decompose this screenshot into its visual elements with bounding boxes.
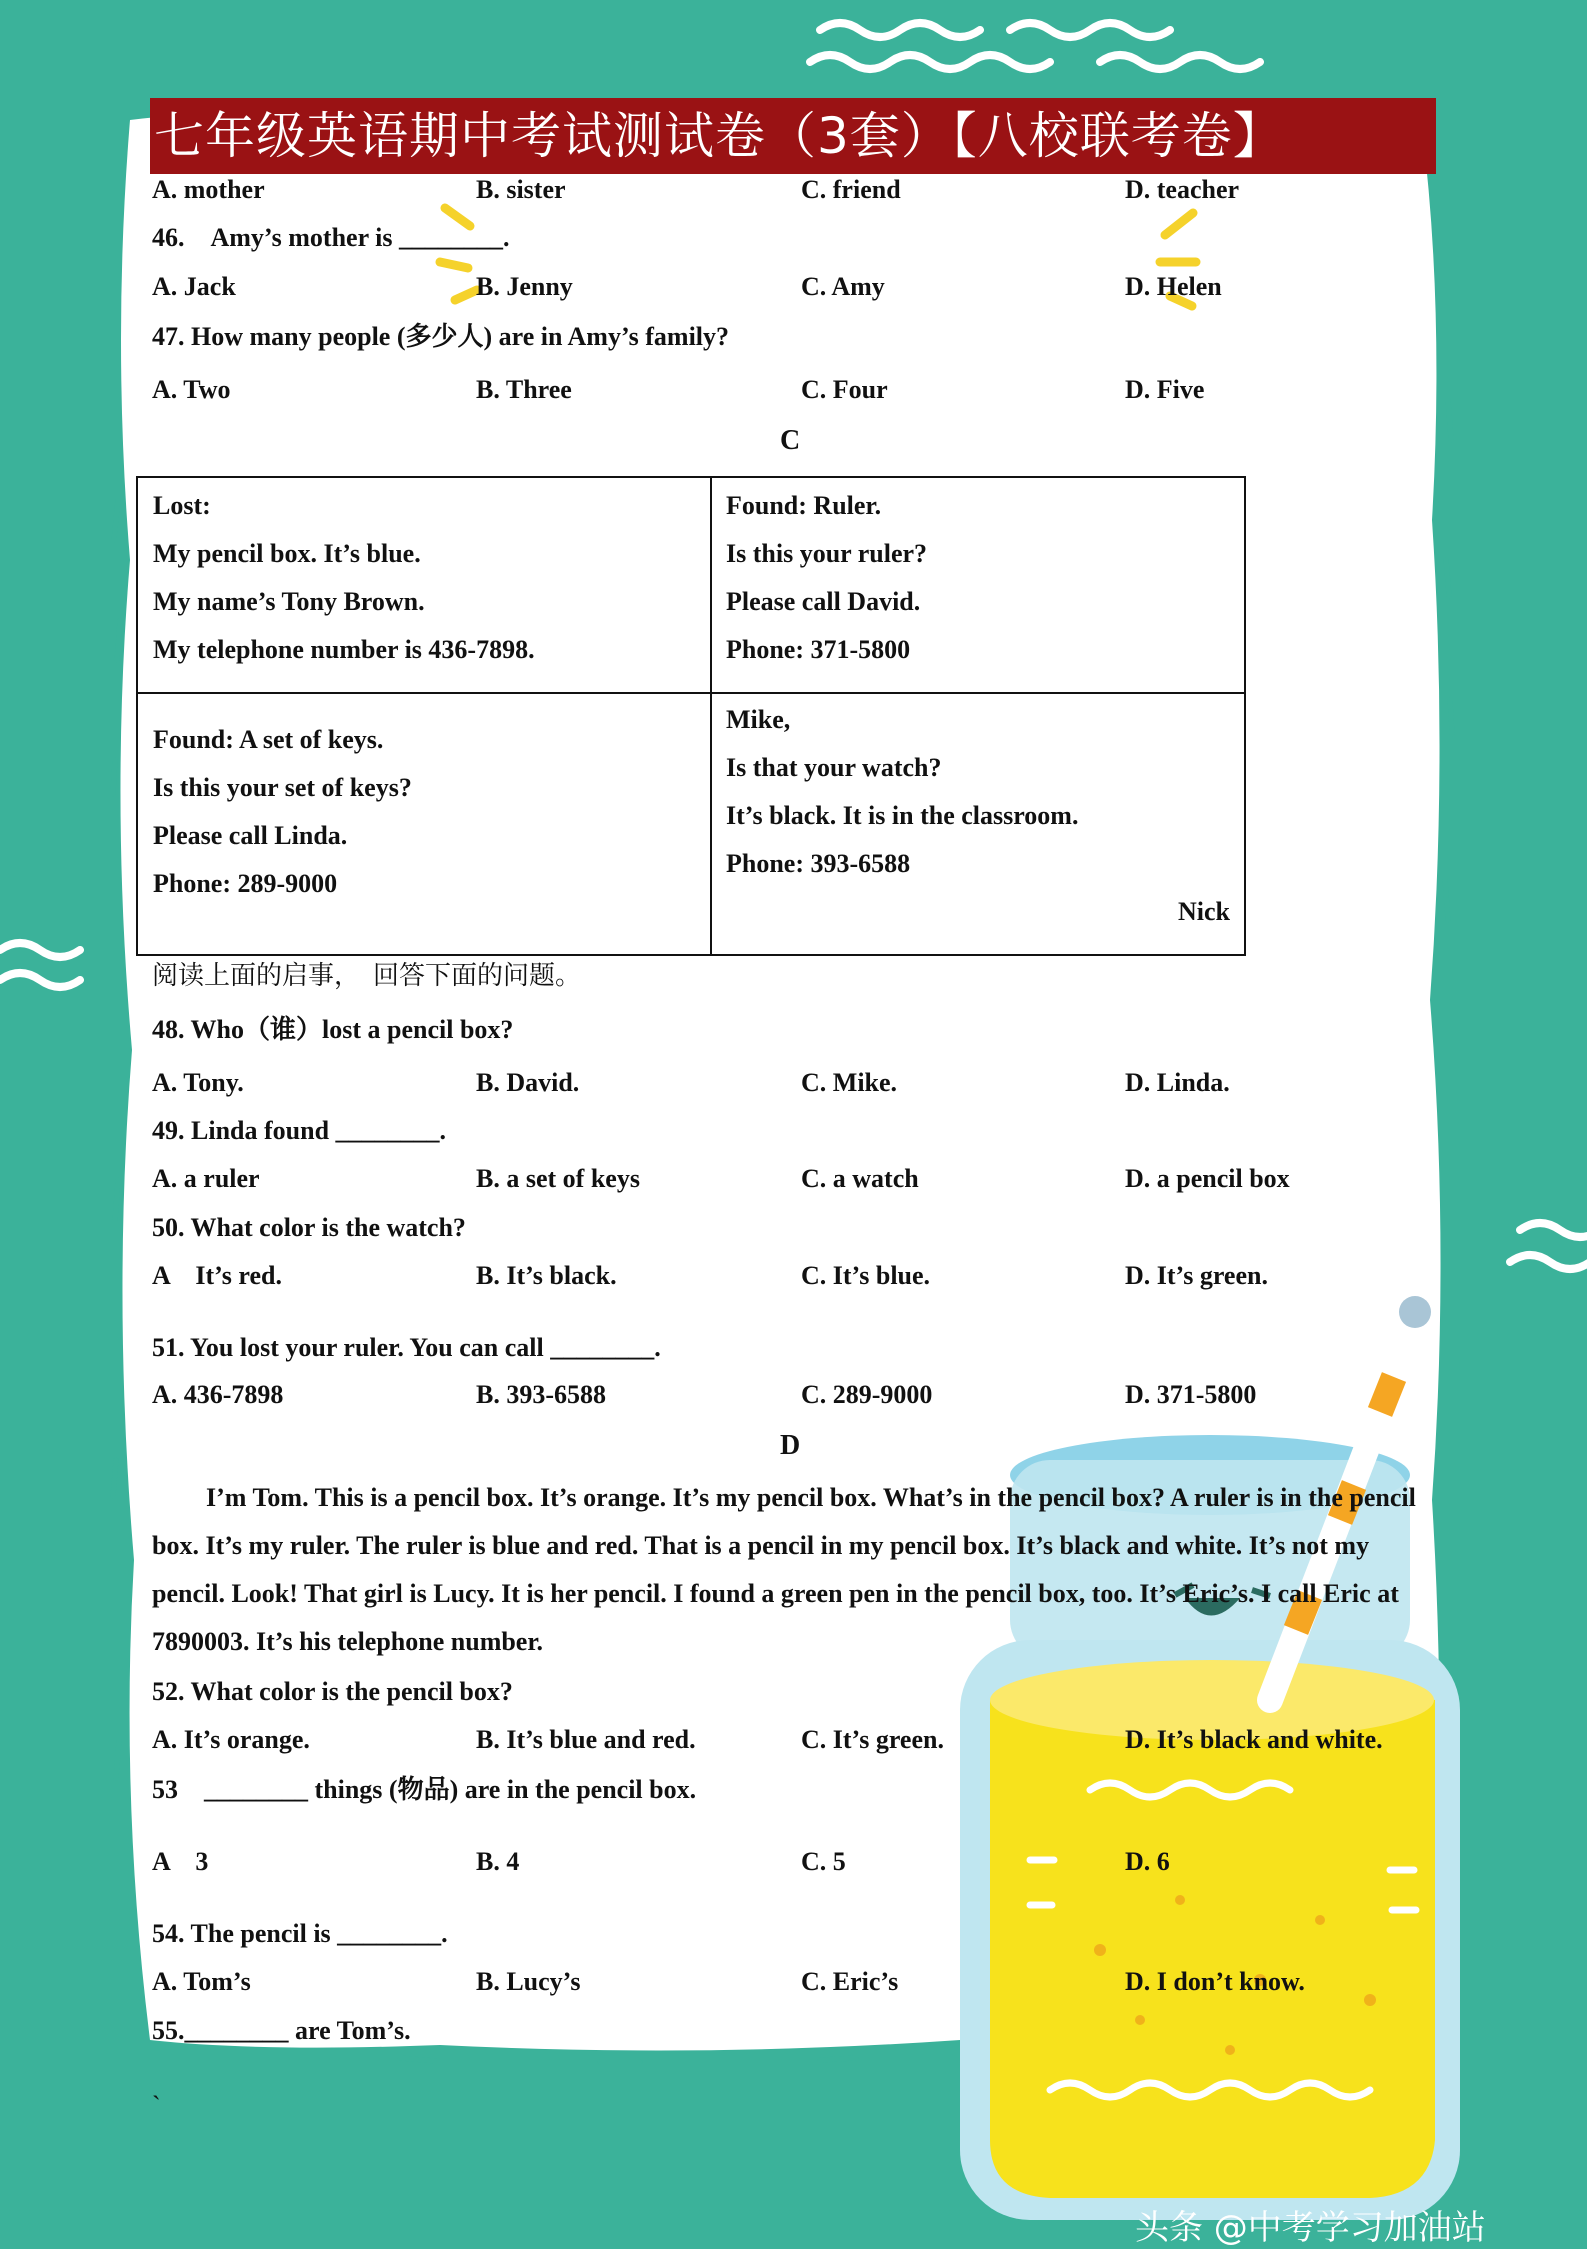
q48-options bbox=[152, 1063, 1452, 1103]
option-a: A. mother bbox=[152, 175, 265, 204]
notice-line: Mike, bbox=[726, 705, 791, 734]
q53-stem: 53 ________ things (物品) are in the pencil box. bbox=[152, 1775, 697, 1804]
option-d: D. It’s black and white. bbox=[1125, 1725, 1383, 1754]
q50-options bbox=[152, 1256, 1452, 1296]
option-a: A. Tony. bbox=[152, 1068, 244, 1097]
q51-stem: 51. You lost your ruler. You can call ________. bbox=[152, 1333, 661, 1362]
section-d-heading: D bbox=[780, 1430, 801, 1461]
option-a: A. Jack bbox=[152, 272, 236, 301]
notice-line: Please call David. bbox=[726, 587, 921, 616]
q47-options bbox=[152, 370, 1452, 410]
option-b: B. Three bbox=[476, 375, 572, 404]
notice-found-ruler bbox=[712, 478, 1246, 694]
notice-table bbox=[136, 476, 1246, 956]
option-b: B. 4 bbox=[476, 1847, 520, 1876]
notice-line: Phone: 371-5800 bbox=[726, 635, 911, 664]
option-d: D. It’s green. bbox=[1125, 1261, 1268, 1290]
option-c: C. Amy bbox=[801, 272, 885, 301]
option-d: D. I don’t know. bbox=[1125, 1967, 1305, 1996]
option-d: D. Five bbox=[1125, 375, 1205, 404]
q55-stem: 55.________ are Tom’s. bbox=[152, 2016, 411, 2045]
option-c: C. 5 bbox=[801, 1847, 846, 1876]
option-c: C. Mike. bbox=[801, 1068, 898, 1097]
q49-stem: 49. Linda found ________. bbox=[152, 1116, 447, 1145]
notice-line: Please call Linda. bbox=[153, 821, 348, 850]
option-a: A. 436-7898 bbox=[152, 1380, 284, 1409]
q45-options bbox=[152, 170, 1452, 210]
option-b: B. Lucy’s bbox=[476, 1967, 581, 1996]
option-c: C. Four bbox=[801, 375, 888, 404]
section-c-heading: C bbox=[780, 425, 801, 456]
option-a: A. Tom’s bbox=[152, 1967, 251, 1996]
notice-lost bbox=[138, 478, 712, 694]
q53-options bbox=[152, 1842, 1452, 1882]
option-d: D. 371-5800 bbox=[1125, 1380, 1257, 1409]
notice-line: Phone: 289-9000 bbox=[153, 869, 338, 898]
option-a: A 3 bbox=[152, 1847, 209, 1876]
q54-stem: 54. The pencil is ________. bbox=[152, 1919, 448, 1948]
q50-stem: 50. What color is the watch? bbox=[152, 1213, 466, 1242]
notice-line: It’s black. It is in the classroom. bbox=[726, 801, 1079, 830]
notice-line: Phone: 393-6588 bbox=[726, 849, 911, 878]
option-b: B. sister bbox=[476, 175, 566, 204]
section-c-instruction: 阅读上面的启事， 回答下面的问题。 bbox=[152, 961, 582, 990]
option-a: A. a ruler bbox=[152, 1164, 260, 1193]
notice-line: Is this your set of keys? bbox=[153, 773, 412, 802]
notice-line: Is this your ruler? bbox=[726, 539, 928, 568]
option-c: C. It’s green. bbox=[801, 1725, 944, 1754]
option-a: A. Two bbox=[152, 375, 231, 404]
option-d: D. a pencil box bbox=[1125, 1164, 1290, 1193]
q52-options bbox=[152, 1720, 1452, 1760]
option-b: B. a set of keys bbox=[476, 1164, 640, 1193]
option-c: C. It’s blue. bbox=[801, 1261, 931, 1290]
q54-options bbox=[152, 1962, 1452, 2002]
option-d: D. 6 bbox=[1125, 1847, 1170, 1876]
option-b: B. It’s black. bbox=[476, 1261, 617, 1290]
notice-watch bbox=[712, 694, 1246, 956]
q52-stem: 52. What color is the pencil box? bbox=[152, 1677, 513, 1706]
option-c: C. friend bbox=[801, 175, 901, 204]
q49-options bbox=[152, 1159, 1452, 1199]
notice-line: My telephone number is 436-7898. bbox=[153, 635, 535, 664]
q47-stem: 47. How many people (多少人) are in Amy’s family? bbox=[152, 322, 730, 351]
source-watermark: 头条 @中考学习加油站 bbox=[1135, 2208, 1486, 2248]
option-c: C. Eric’s bbox=[801, 1967, 899, 1996]
notice-signature: Nick bbox=[1178, 897, 1230, 926]
notice-line: Lost: bbox=[153, 491, 211, 520]
option-b: B. It’s blue and red. bbox=[476, 1725, 696, 1754]
notice-found-keys bbox=[138, 694, 712, 956]
section-d-passage: I’m Tom. This is a pencil box. It’s orange. It’s my pencil box. What’s in the pencil box? A ruler is in the pencil box. It’s my ruler. The ruler is blue and red. That is a pencil in my pencil box. It’s black and white. It’s not my pencil. Look! That girl is Lucy. It is her pencil. I found a green pen in the pencil box, too. It’s Eric’s. I call Eric at 7890003. It’s his telephone number. bbox=[152, 1483, 1416, 1656]
option-b: B. Jenny bbox=[476, 272, 573, 301]
option-a: A. It’s orange. bbox=[152, 1725, 310, 1754]
notice-line: Found: Ruler. bbox=[726, 491, 882, 520]
option-c: C. a watch bbox=[801, 1164, 919, 1193]
option-d: D. Helen bbox=[1125, 272, 1222, 301]
trailing-mark: ` bbox=[152, 2091, 161, 2120]
option-a: A It’s red. bbox=[152, 1261, 283, 1290]
q46-options bbox=[152, 267, 1452, 307]
q46-stem: 46. Amy’s mother is ________. bbox=[152, 223, 510, 252]
page-title: 七年级英语期中考试测试卷（3套）【八校联考卷】 bbox=[150, 98, 1436, 174]
q51-options bbox=[152, 1375, 1452, 1415]
notice-line: Is that your watch? bbox=[726, 753, 942, 782]
q48-stem: 48. Who（谁）lost a pencil box? bbox=[152, 1015, 514, 1044]
option-b: B. David. bbox=[476, 1068, 580, 1097]
option-d: D. teacher bbox=[1125, 175, 1240, 204]
option-c: C. 289-9000 bbox=[801, 1380, 933, 1409]
option-b: B. 393-6588 bbox=[476, 1380, 606, 1409]
notice-line: My name’s Tony Brown. bbox=[153, 587, 425, 616]
option-d: D. Linda. bbox=[1125, 1068, 1230, 1097]
notice-line: My pencil box. It’s blue. bbox=[153, 539, 421, 568]
notice-line: Found: A set of keys. bbox=[153, 725, 384, 754]
